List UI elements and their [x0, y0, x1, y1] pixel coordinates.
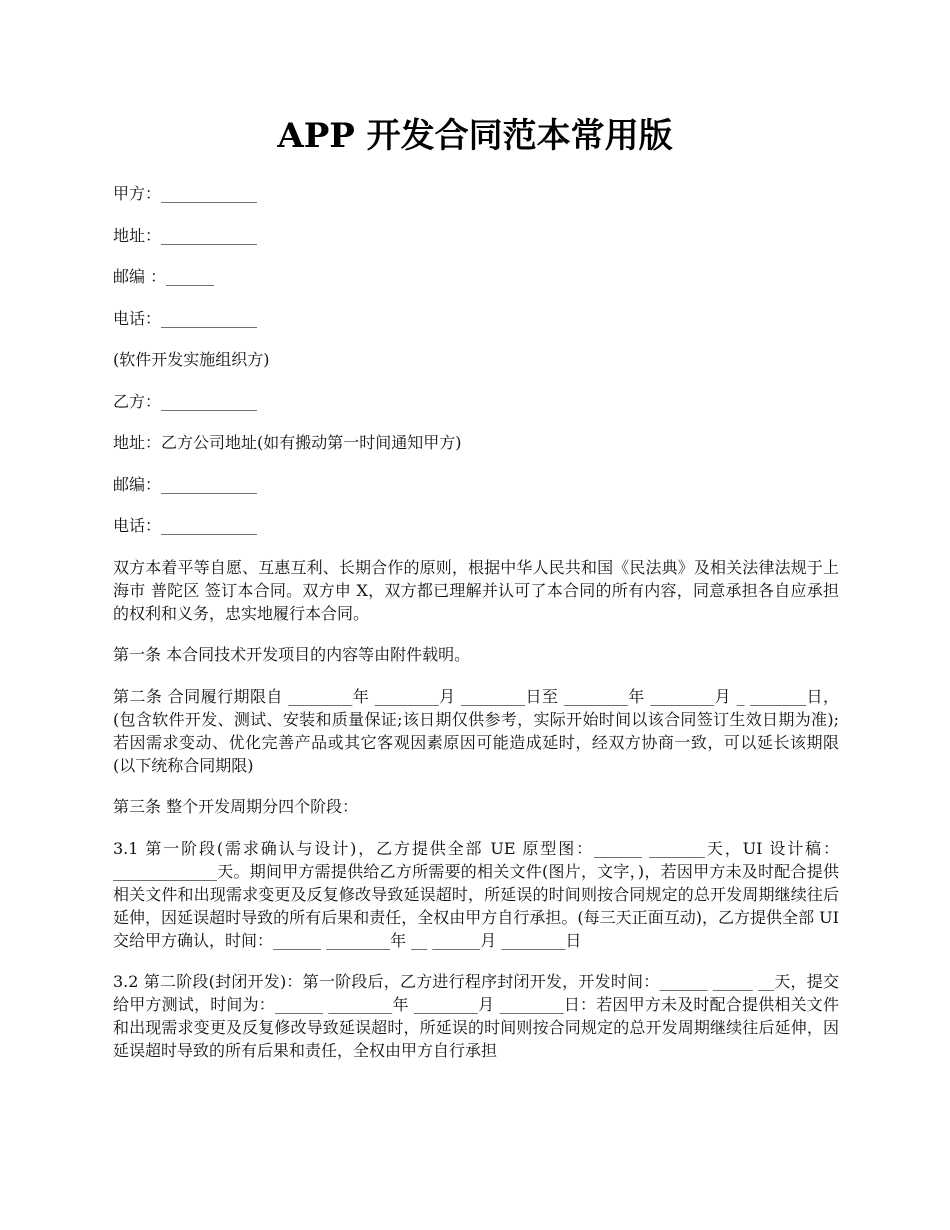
party-a-phone: 电话：____________: [113, 308, 258, 328]
document-body: [113, 182, 839, 1081]
article-1: 第一条 本合同技术开发项目的内容等由附件载明。: [113, 645, 471, 664]
document-title: APP 开发合同范本常用版: [277, 116, 673, 156]
clause-3-2: 3.2 第二阶段(封闭开发)：第一阶段后，乙方进行程序封闭开发，开发时间：______ _____ __天，提交给甲方测试，时间为：______ ________年 ________月 ________日：若因甲方未及时配合提供相关文件和出现需求变更及反复修改导致延误超时，所延误的时间则按合同规定的总开发周期继续往后延伸，因延误超时导致的所有后果和责任，全权由甲方自行承担: [113, 972, 839, 1060]
party-b-phone: 电话：____________: [113, 516, 258, 535]
party-a-role: (软件开发实施组织方): [113, 350, 270, 369]
article-3: 第三条 整个开发周期分四个阶段：: [113, 797, 359, 816]
party-a-name: 甲方：____________: [113, 184, 258, 203]
party-b-address: 地址：乙方公司地址(如有搬动第一时间通知甲方): [113, 433, 462, 452]
article-2: 第二条 合同履行期限自 ________年 ________月 ________日至 ________年 ________月 _ _______日，(包含软件开发、测试、安装和质量保证;该日期仅供参考，实际开始时间以该合同签订生效日期为准);若因需求变动、优化完善产品或其它客观因素原因可能造成延时，经双方协商一致，可以延长该期限(以下统称合同期限): [113, 686, 839, 775]
party-b-postcode: 邮编：____________: [113, 474, 258, 494]
party-b-name: 乙方：____________: [113, 391, 258, 411]
preamble-paragraph: 双方本着平等自愿、互惠互利、长期合作的原则，根据中华人民共和国《民法典》及相关法律法规于上海市 普陀区 签订本合同。双方申 X，双方都已理解并认可了本合同的所有内容，同意承担各自应承担的权利和义务，忠实地履行本合同。: [113, 557, 839, 623]
clause-3-1: 3.1 第一阶段(需求确认与设计)，乙方提供全部 UE 原型图：______ _______天，UI 设计稿：_____________天。期间甲方需提供给乙方所需要的相关文件(图片，文字，)，若因甲方未及时配合提供相关文件和出现需求变更及反复修改导致延误超时，所延误的时间则按合同规定的总开发周期继续往后延伸，因延误超时导致的所有后果和责任，全权由甲方自行承担。(每三天正面互动)，乙方提供全部 UI 交给甲方确认，时间：______ ________年 __ ______月 ________日: [113, 838, 839, 950]
party-a-address: 地址：____________: [113, 225, 258, 245]
party-a-postcode: 邮编 ：______: [113, 267, 215, 286]
